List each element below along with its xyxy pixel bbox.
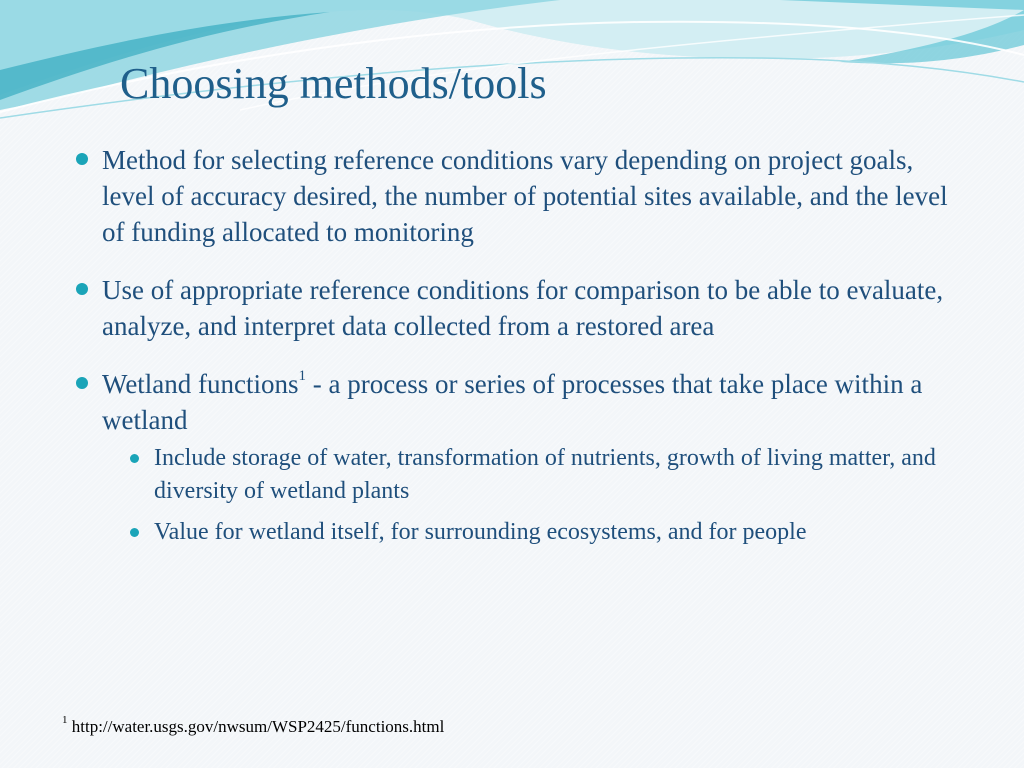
sub-bullet-text: Include storage of water, transformation of nutrients, growth of living matter, and diversity of wetland plants bbox=[154, 445, 936, 504]
sub-bullet-dot-icon bbox=[130, 454, 139, 463]
bullet-dot-icon bbox=[76, 153, 88, 165]
bullet-item bbox=[74, 272, 954, 344]
footnote-marker: 1 bbox=[62, 714, 68, 727]
sub-bullet-item bbox=[74, 442, 954, 508]
bullet-item bbox=[74, 142, 954, 250]
slide-title: Choosing methods/tools bbox=[120, 59, 547, 108]
bullet-text-rest: - a process or series of processes that take place within a wetland bbox=[102, 369, 923, 435]
footnote bbox=[62, 716, 444, 738]
bullet-dot-icon bbox=[76, 377, 88, 389]
slide-body bbox=[74, 142, 954, 557]
sub-bullet-dot-icon bbox=[130, 528, 139, 537]
sub-bullet-text: Value for wetland itself, for surrounding ecosystems, and for people bbox=[154, 519, 807, 545]
sub-bullet-item bbox=[74, 516, 954, 549]
bullet-text: Use of appropriate reference conditions for comparison to be able to evaluate, analyze, and interpret data collected from a restored area bbox=[102, 275, 944, 341]
bullet-text: Method for selecting reference conditions vary depending on project goals, level of accuracy desired, the number of potential sites available, and the level of funding allocated to monitoring bbox=[102, 145, 948, 247]
footnote-reference: 1 bbox=[298, 368, 307, 384]
footnote-link[interactable]: http://water.usgs.gov/nwsum/WSP2425/functions.html bbox=[67, 717, 445, 736]
bullet-text-lead: Wetland functions bbox=[102, 369, 299, 399]
bullet-item bbox=[74, 366, 954, 438]
bullet-dot-icon bbox=[76, 283, 88, 295]
